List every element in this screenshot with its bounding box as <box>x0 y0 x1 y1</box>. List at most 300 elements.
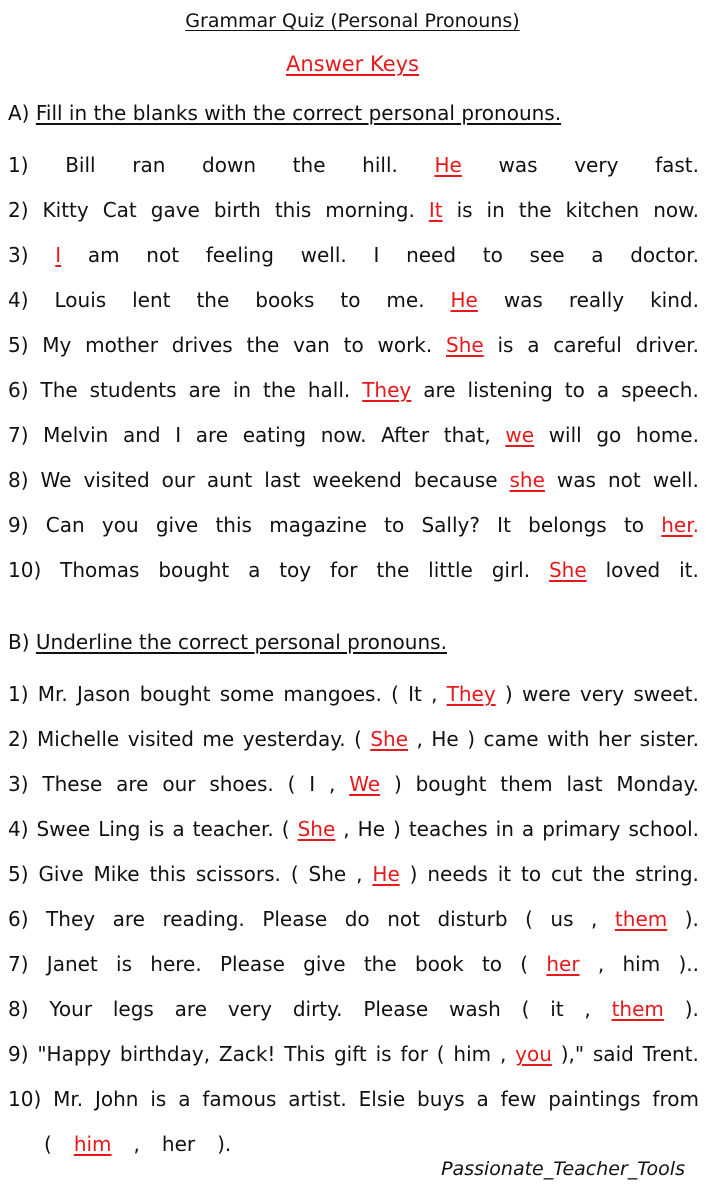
word: ( <box>281 817 290 841</box>
word: gift <box>333 1042 367 1066</box>
answer-word <box>451 286 478 314</box>
word: primary <box>542 817 621 841</box>
word: some <box>219 682 275 706</box>
word: a <box>596 378 610 402</box>
word: in <box>495 817 514 841</box>
word: for <box>330 558 358 582</box>
word: buys <box>417 1087 465 1111</box>
question-b-5 <box>8 860 699 888</box>
word: Monday. <box>616 772 699 796</box>
word: from <box>652 1087 699 1111</box>
word: , <box>356 862 363 886</box>
word: ) <box>409 862 418 886</box>
word: Elsie <box>358 1087 406 1111</box>
word: The <box>40 378 78 402</box>
word: Jason <box>76 682 131 706</box>
word: loved <box>605 558 661 582</box>
answer-word <box>661 511 699 539</box>
question-a-2 <box>8 196 699 224</box>
word: ) <box>393 817 401 841</box>
section-a-instruction: Fill in the blanks with the correct personal pronouns. <box>35 101 562 125</box>
word: teacher. <box>192 817 274 841</box>
word: very <box>227 997 273 1021</box>
question-b-2 <box>8 725 699 753</box>
word: Mr. <box>53 1087 84 1111</box>
word: ( <box>520 952 529 976</box>
answer-text: They <box>446 682 496 706</box>
word: a <box>476 1087 489 1111</box>
section-b-label: B) <box>8 630 30 654</box>
word: scissors. <box>195 862 281 886</box>
word: for <box>400 1042 428 1066</box>
word: not <box>387 907 420 931</box>
word: , <box>431 682 438 706</box>
word: in <box>486 198 505 222</box>
word: now. <box>653 198 699 222</box>
word: books <box>255 288 315 312</box>
answer-text: She <box>548 558 587 582</box>
word: Please <box>363 997 429 1021</box>
answer-text: her <box>546 952 580 976</box>
answer-text: It <box>428 198 443 222</box>
word: He <box>431 727 459 751</box>
word: are <box>174 997 207 1021</box>
word: I <box>373 243 380 267</box>
word: not <box>607 468 641 492</box>
word: ( <box>521 997 530 1021</box>
answer-keys-heading: Answer Keys <box>285 52 420 76</box>
word: are <box>112 907 145 931</box>
word: famous <box>202 1087 277 1111</box>
word: reading. <box>162 907 245 931</box>
question-a-1 <box>8 151 699 179</box>
word: is <box>116 952 133 976</box>
word: 5) <box>8 333 29 357</box>
word: it <box>550 997 564 1021</box>
word: gave <box>150 198 200 222</box>
word: the <box>196 288 230 312</box>
quiz-title: Grammar Quiz (Personal Pronouns) <box>185 10 520 32</box>
word: lent <box>132 288 171 312</box>
word: , <box>133 1132 140 1156</box>
question-b-8 <box>8 995 699 1023</box>
word: give <box>155 513 199 537</box>
word: 2) <box>8 727 29 751</box>
word: in <box>232 378 252 402</box>
answer-suffix: . <box>692 513 699 537</box>
word: 9) <box>8 513 29 537</box>
question-b-7 <box>8 950 699 978</box>
word: cut <box>550 862 583 886</box>
word: Melvin <box>43 423 109 447</box>
answer-text: we <box>505 423 535 447</box>
word: us <box>550 907 574 931</box>
word: Mike <box>93 862 140 886</box>
word: ) <box>393 772 402 796</box>
word: Can <box>45 513 85 537</box>
word: 8) <box>8 997 29 1021</box>
word: are <box>188 378 221 402</box>
word: the <box>292 153 326 177</box>
word: paintings <box>548 1087 641 1111</box>
word: bought <box>139 682 211 706</box>
word: I <box>309 772 316 796</box>
word: 8) <box>8 468 29 492</box>
word: birth <box>213 198 261 222</box>
word: ( <box>525 907 533 931</box>
word: 2) <box>8 198 29 222</box>
word: is <box>375 1042 392 1066</box>
word: teaches <box>408 817 488 841</box>
word: ( <box>290 862 299 886</box>
word: 1) <box>8 153 29 177</box>
answer-word <box>429 196 443 224</box>
answer-text: she <box>509 468 545 492</box>
section-a-heading <box>8 101 561 125</box>
question-a-3 <box>8 241 699 269</box>
word: was <box>503 288 543 312</box>
answer-word <box>349 770 380 798</box>
word: Please <box>262 907 328 931</box>
footer-credit: Passionate_Teacher_Tools <box>441 1158 685 1180</box>
word: careful <box>553 333 622 357</box>
word: a <box>178 1087 191 1111</box>
word: 7) <box>8 423 29 447</box>
word: Trent. <box>642 1042 699 1066</box>
section-b-instruction: Underline the correct personal pronouns. <box>35 630 447 654</box>
word: students <box>89 378 177 402</box>
question-a-5 <box>8 331 699 359</box>
word: to <box>343 333 364 357</box>
word: kind. <box>650 288 699 312</box>
word: girl. <box>491 558 531 582</box>
word: you <box>101 513 139 537</box>
answer-word <box>372 860 399 888</box>
word: Ling <box>98 817 141 841</box>
answer-word <box>435 151 462 179</box>
word: few <box>500 1087 537 1111</box>
answer-word <box>447 680 496 708</box>
word: ( <box>44 1132 52 1156</box>
question-a-9 <box>8 511 699 539</box>
word: a <box>521 817 535 841</box>
word: 9) <box>8 1042 29 1066</box>
word: book <box>414 952 464 976</box>
answer-text: you <box>515 1042 552 1066</box>
word: her <box>161 1132 196 1156</box>
word: here. <box>150 952 202 976</box>
word: the <box>363 952 397 976</box>
word: toy <box>279 558 312 582</box>
word: is <box>150 1087 167 1111</box>
word: well. <box>300 243 347 267</box>
word: down <box>202 153 257 177</box>
answer-text: She <box>297 817 336 841</box>
answer-text: them <box>611 997 664 1021</box>
word: are <box>423 378 456 402</box>
word: 4) <box>8 288 29 312</box>
question-a-8 <box>8 466 699 494</box>
answer-text: She <box>370 727 409 751</box>
answer-text: him <box>73 1132 112 1156</box>
word: not <box>146 243 180 267</box>
word: really <box>568 288 625 312</box>
word: bought <box>415 772 487 796</box>
word: )," <box>560 1042 585 1066</box>
word: am <box>87 243 120 267</box>
word: her <box>597 727 632 751</box>
word: birthday, <box>119 1042 211 1066</box>
word: This <box>284 1042 326 1066</box>
word: 4) <box>8 817 29 841</box>
word: shoes. <box>209 772 274 796</box>
word: Mr. <box>37 682 68 706</box>
word: the <box>376 558 410 582</box>
word: 3) <box>8 772 29 796</box>
word: ( <box>287 772 296 796</box>
section-a-label: A) <box>8 101 30 125</box>
word: ). <box>217 1132 232 1156</box>
word: was <box>498 153 538 177</box>
word: very <box>579 682 625 706</box>
answer-text: She <box>446 333 484 357</box>
word: our <box>161 468 195 492</box>
word: weekend <box>312 468 402 492</box>
answer-word <box>74 1130 112 1158</box>
word: mother <box>85 333 158 357</box>
word: visited <box>83 468 150 492</box>
word: fast. <box>655 153 699 177</box>
word: to <box>521 862 542 886</box>
answer-word <box>546 950 579 978</box>
word: van <box>293 333 330 357</box>
word: dirty. <box>292 997 343 1021</box>
word: disturb <box>437 907 508 931</box>
question-b-9 <box>8 1040 699 1068</box>
word: morning. <box>325 198 415 222</box>
word: this <box>149 862 186 886</box>
word: ) <box>504 682 513 706</box>
word: to <box>564 378 585 402</box>
word: came <box>483 727 539 751</box>
section-b-heading <box>8 630 447 654</box>
word: Your <box>49 997 93 1021</box>
word: , <box>591 907 598 931</box>
word: are <box>116 772 149 796</box>
word: We <box>40 468 72 492</box>
word: sister. <box>639 727 699 751</box>
word: She <box>308 862 347 886</box>
word: 10) <box>8 558 42 582</box>
question-b-6 <box>8 905 699 933</box>
word: John <box>94 1087 139 1111</box>
word: Thomas <box>60 558 140 582</box>
word: this <box>274 198 312 222</box>
question-b-3 <box>8 770 699 798</box>
word: 6) <box>8 378 29 402</box>
answer-word <box>549 556 587 584</box>
word: a <box>172 817 185 841</box>
answer-text: He <box>450 288 478 312</box>
word: visited <box>127 727 194 751</box>
word: 6) <box>8 907 29 931</box>
word: , <box>328 772 336 796</box>
word: sweet. <box>633 682 699 706</box>
question-b-4 <box>8 815 699 843</box>
word: legs <box>112 997 154 1021</box>
word: said <box>592 1042 634 1066</box>
word: speech. <box>621 378 699 402</box>
answer-text: her <box>661 513 693 537</box>
word: "Happy <box>37 1042 112 1066</box>
word: to <box>384 513 405 537</box>
word: ) <box>467 727 476 751</box>
word: the <box>518 198 552 222</box>
word: magazine <box>269 513 367 537</box>
answer-word <box>505 421 534 449</box>
word: ran <box>132 153 166 177</box>
word: a <box>527 333 540 357</box>
word: They <box>46 907 96 931</box>
word: now. <box>320 423 367 447</box>
word: bought <box>158 558 230 582</box>
word: ( <box>436 1042 445 1066</box>
word: that, <box>443 423 491 447</box>
word: and <box>122 423 161 447</box>
word: is <box>456 198 473 222</box>
word: are <box>195 423 229 447</box>
answer-word <box>615 905 667 933</box>
word: Bill <box>65 153 96 177</box>
word: well. <box>652 468 699 492</box>
answer-word <box>298 815 336 843</box>
word: kitchen <box>565 198 640 222</box>
word: the <box>246 333 280 357</box>
word: ( <box>391 682 399 706</box>
answer-word <box>370 725 408 753</box>
word: 1) <box>8 682 29 706</box>
word: with <box>547 727 590 751</box>
word: ). <box>684 997 699 1021</box>
word: do <box>344 907 370 931</box>
word: I <box>175 423 182 447</box>
word: hill. <box>362 153 398 177</box>
word: give <box>303 952 346 976</box>
word: He <box>357 817 385 841</box>
answer-text: He <box>434 153 462 177</box>
answer-word <box>446 331 484 359</box>
word: belongs <box>528 513 607 537</box>
word: aunt <box>206 468 253 492</box>
question-a-7 <box>8 421 699 449</box>
word: , <box>597 952 605 976</box>
word: feeling <box>205 243 274 267</box>
word: Kitty <box>42 198 89 222</box>
word: , <box>584 997 591 1021</box>
word: them <box>500 772 553 796</box>
word: After <box>381 423 430 447</box>
word: last <box>566 772 603 796</box>
question-a-10 <box>8 556 699 584</box>
word: our <box>162 772 196 796</box>
answer-word <box>612 995 664 1023</box>
answer-text: They <box>362 378 412 402</box>
word: These <box>42 772 103 796</box>
word: Sally? <box>421 513 480 537</box>
word: doctor. <box>630 243 699 267</box>
word: work. <box>377 333 433 357</box>
word: driver. <box>635 333 699 357</box>
word: this <box>215 513 252 537</box>
word: eating <box>242 423 307 447</box>
word: , <box>499 1042 507 1066</box>
word: him <box>453 1042 492 1066</box>
word: last <box>264 468 301 492</box>
word: Zack! <box>218 1042 276 1066</box>
word: see <box>529 243 565 267</box>
word: ). <box>684 907 699 931</box>
word: me. <box>386 288 425 312</box>
answer-text: them <box>614 907 668 931</box>
word: Cat <box>102 198 137 222</box>
word: need <box>406 243 457 267</box>
answer-word <box>55 241 61 269</box>
question-b-10-continuation <box>44 1130 231 1158</box>
word: the <box>592 862 626 886</box>
word: Louis <box>54 288 107 312</box>
word: is <box>497 333 514 357</box>
word: string. <box>635 862 699 886</box>
word: it. <box>679 558 699 582</box>
word: go <box>596 423 622 447</box>
word: will <box>548 423 582 447</box>
word: because <box>413 468 498 492</box>
word: a <box>248 558 261 582</box>
word: very <box>574 153 619 177</box>
word: the <box>263 378 296 402</box>
word: 10) <box>8 1087 42 1111</box>
word: My <box>42 333 72 357</box>
word: was <box>556 468 596 492</box>
answer-text: He <box>372 862 400 886</box>
answer-word <box>362 376 411 404</box>
question-a-6 <box>8 376 699 404</box>
answer-word <box>515 1040 552 1068</box>
word: it <box>497 862 512 886</box>
word: Swee <box>36 817 91 841</box>
word: school. <box>628 817 699 841</box>
word: is <box>148 817 165 841</box>
word: Give <box>38 862 84 886</box>
word: a <box>591 243 604 267</box>
word: listening <box>467 378 553 402</box>
word: little <box>428 558 473 582</box>
answer-text: We <box>349 772 381 796</box>
word: were <box>521 682 571 706</box>
word: drives <box>171 333 233 357</box>
word: to <box>623 513 645 537</box>
word: to <box>482 243 503 267</box>
word: him <box>622 952 661 976</box>
word: Janet <box>46 952 98 976</box>
word: me <box>202 727 235 751</box>
question-a-4 <box>8 286 699 314</box>
word: 5) <box>8 862 29 886</box>
word: to <box>481 952 503 976</box>
word: artist. <box>288 1087 347 1111</box>
word: yesterday. <box>242 727 346 751</box>
word: It <box>408 682 422 706</box>
